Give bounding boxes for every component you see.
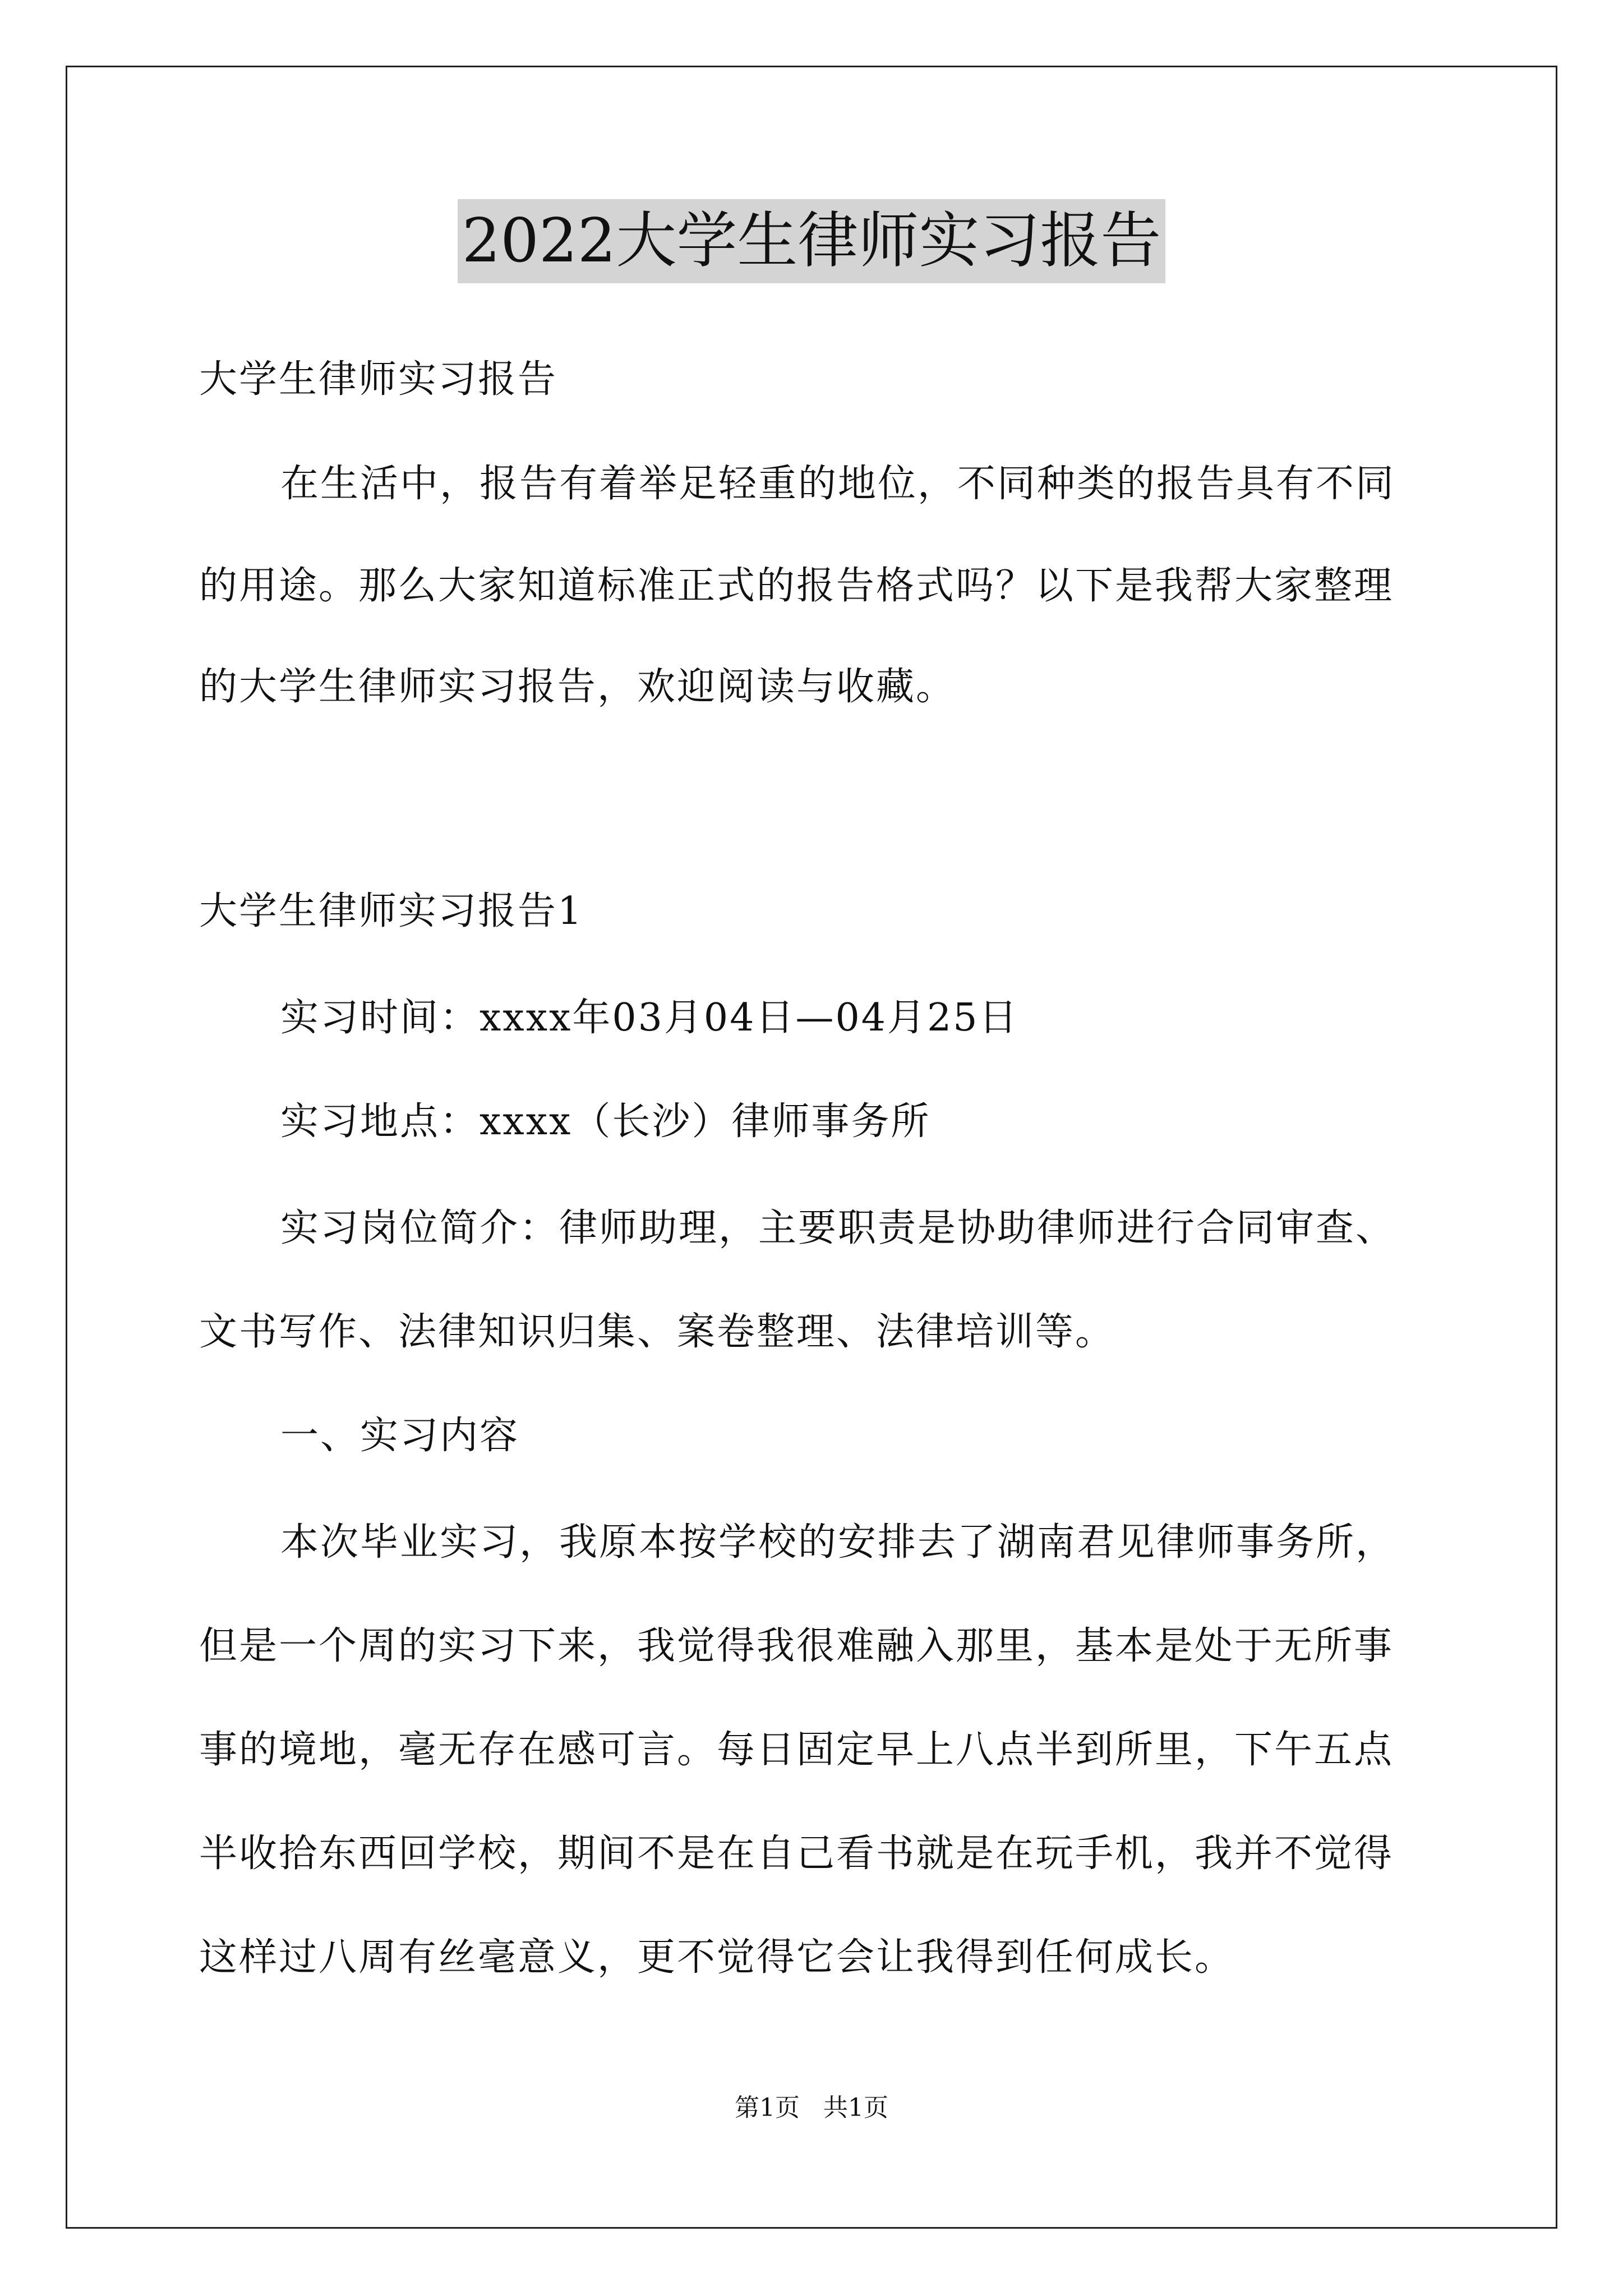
content-line: 但是一个周的实习下来，我觉得我很难融入那里，基本是处于无所事	[199, 1624, 1394, 1668]
section-heading: 大学生律师实习报告1	[199, 889, 584, 933]
content-line: 本次毕业实习，我原本按学校的安排去了湖南君见律师事务所，	[280, 1520, 1396, 1565]
content-line: 半收拾东西回学校，期间不是在自己看书就是在玩手机，我并不觉得	[199, 1832, 1394, 1876]
title-container	[0, 199, 1623, 283]
internship-time: 实习时间：xxxx年03月04日—04月25日	[280, 996, 1019, 1040]
intro-line: 的大学生律师实习报告，欢迎阅读与收藏。	[199, 665, 956, 709]
internship-place: 实习地点：xxxx（长沙）律师事务所	[280, 1099, 931, 1144]
content-line: 事的境地，毫无存在感可言。每日固定早上八点半到所里，下午五点	[199, 1728, 1394, 1772]
page-footer: 第1页 共1页	[735, 2093, 888, 2122]
subtitle: 大学生律师实习报告	[199, 357, 558, 402]
intro-line: 在生活中，报告有着举足轻重的地位，不同种类的报告具有不同	[280, 462, 1396, 506]
position-line: 实习岗位简介：律师助理，主要职责是协助律师进行合同审查、	[280, 1206, 1396, 1250]
intro-line: 的用途。那么大家知道标准正式的报告格式吗？以下是我帮大家整理	[199, 564, 1394, 608]
document-title: 2022大学生律师实习报告	[458, 199, 1166, 283]
position-line: 文书写作、法律知识归集、案卷整理、法律培训等。	[199, 1310, 1115, 1354]
content-line: 这样过八周有丝毫意义，更不觉得它会让我得到任何成长。	[199, 1935, 1235, 1980]
content-heading: 一、实习内容	[280, 1414, 520, 1458]
